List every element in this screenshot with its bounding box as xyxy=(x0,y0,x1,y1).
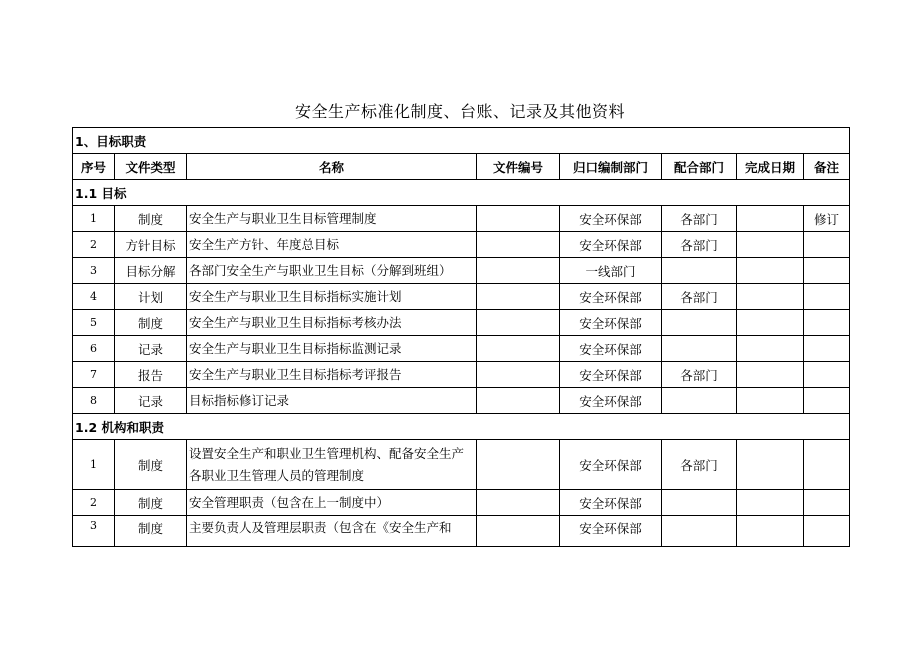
cell-owner-dept: 一线部门 xyxy=(560,258,662,284)
cell-doc-no xyxy=(477,388,560,414)
cell-name xyxy=(187,440,477,490)
subsection-heading: 1.1 目标 xyxy=(73,180,850,206)
cell-type: 制度 xyxy=(115,310,187,336)
cell-remark xyxy=(804,362,850,388)
cell-doc-no xyxy=(477,336,560,362)
cell-doc-no xyxy=(477,284,560,310)
cell-seq: 6 xyxy=(73,336,115,362)
cell-name: 主要负责人及管理层职责（包含在《安全生产和 xyxy=(187,516,477,547)
cell-type: 方针目标 xyxy=(115,232,187,258)
cell-remark xyxy=(804,490,850,516)
table-row xyxy=(73,516,850,547)
cell-seq: 5 xyxy=(73,310,115,336)
cell-owner-dept: 安全环保部 xyxy=(560,516,662,547)
cell-finish-date xyxy=(737,490,804,516)
cell-doc-no xyxy=(477,516,560,547)
cell-seq: 8 xyxy=(73,388,115,414)
cell-name: 各部门安全生产与职业卫生目标（分解到班组） xyxy=(187,258,477,284)
table-row xyxy=(73,490,850,516)
cell-coop-dept xyxy=(662,490,737,516)
cell-remark xyxy=(804,440,850,490)
cell-finish-date xyxy=(737,388,804,414)
cell-name: 安全生产与职业卫生目标指标考评报告 xyxy=(187,362,477,388)
table-row xyxy=(73,310,850,336)
subsection-heading: 1.2 机构和职责 xyxy=(73,414,850,440)
cell-finish-date xyxy=(737,206,804,232)
cell-name: 目标指标修订记录 xyxy=(187,388,477,414)
cell-type: 制度 xyxy=(115,206,187,232)
cell-doc-no xyxy=(477,362,560,388)
cell-coop-dept: 各部门 xyxy=(662,362,737,388)
cell-coop-dept: 各部门 xyxy=(662,206,737,232)
cell-type: 计划 xyxy=(115,284,187,310)
cell-coop-dept xyxy=(662,516,737,547)
cell-owner-dept: 安全环保部 xyxy=(560,284,662,310)
header-name: 名称 xyxy=(187,154,477,180)
cell-finish-date xyxy=(737,284,804,310)
header-doc-no: 文件编号 xyxy=(477,154,560,180)
document-title: 安全生产标准化制度、台账、记录及其他资料 xyxy=(294,102,625,121)
cell-seq: 1 xyxy=(73,206,115,232)
cell-name: 安全生产与职业卫生目标指标实施计划 xyxy=(187,284,477,310)
cell-name: 安全生产与职业卫生目标指标监测记录 xyxy=(187,336,477,362)
cell-owner-dept: 安全环保部 xyxy=(560,388,662,414)
cell-doc-no xyxy=(477,440,560,490)
table-row xyxy=(73,336,850,362)
cell-coop-dept xyxy=(662,388,737,414)
document-table xyxy=(72,127,850,547)
cell-remark xyxy=(804,232,850,258)
cell-type: 制度 xyxy=(115,516,187,547)
table-row xyxy=(73,232,850,258)
cell-name: 安全生产方针、年度总目标 xyxy=(187,232,477,258)
cell-remark xyxy=(804,284,850,310)
cell-coop-dept xyxy=(662,310,737,336)
cell-seq: 4 xyxy=(73,284,115,310)
table-row xyxy=(73,362,850,388)
cell-owner-dept: 安全环保部 xyxy=(560,206,662,232)
section-heading: 1、目标职责 xyxy=(73,128,850,154)
header-finish-date: 完成日期 xyxy=(737,154,804,180)
header-row xyxy=(73,154,850,180)
table-row xyxy=(73,206,850,232)
cell-doc-no xyxy=(477,206,560,232)
cell-name: 安全管理职责（包含在上一制度中） xyxy=(187,490,477,516)
cell-finish-date xyxy=(737,258,804,284)
cell-finish-date xyxy=(737,310,804,336)
cell-finish-date xyxy=(737,232,804,258)
cell-finish-date xyxy=(737,516,804,547)
cell-owner-dept: 安全环保部 xyxy=(560,232,662,258)
cell-type: 目标分解 xyxy=(115,258,187,284)
cell-remark: 修订 xyxy=(804,206,850,232)
cell-coop-dept: 各部门 xyxy=(662,284,737,310)
cell-name: 安全生产与职业卫生目标指标考核办法 xyxy=(187,310,477,336)
cell-coop-dept: 各部门 xyxy=(662,232,737,258)
cell-owner-dept: 安全环保部 xyxy=(560,362,662,388)
cell-seq: 2 xyxy=(73,232,115,258)
cell-owner-dept: 安全环保部 xyxy=(560,490,662,516)
header-type: 文件类型 xyxy=(115,154,187,180)
cell-seq: 3 xyxy=(73,258,115,284)
table-row xyxy=(73,258,850,284)
cell-finish-date xyxy=(737,362,804,388)
table-row xyxy=(73,388,850,414)
cell-doc-no xyxy=(477,258,560,284)
cell-doc-no xyxy=(477,232,560,258)
cell-remark xyxy=(804,516,850,547)
cell-coop-dept xyxy=(662,336,737,362)
cell-seq: 2 xyxy=(73,490,115,516)
cell-name-line: 设置安全生产和职业卫生管理机构、配备安全生产 xyxy=(189,445,465,461)
cell-owner-dept: 安全环保部 xyxy=(560,336,662,362)
cell-remark xyxy=(804,258,850,284)
cell-name: 安全生产与职业卫生目标管理制度 xyxy=(187,206,477,232)
cell-type: 制度 xyxy=(115,440,187,490)
cell-seq: 3 xyxy=(73,516,115,547)
cell-type: 记录 xyxy=(115,388,187,414)
cell-doc-no xyxy=(477,310,560,336)
cell-seq: 1 xyxy=(73,440,115,490)
cell-type: 制度 xyxy=(115,490,187,516)
header-owner-dept: 归口编制部门 xyxy=(560,154,662,180)
cell-remark xyxy=(804,388,850,414)
cell-owner-dept: 安全环保部 xyxy=(560,440,662,490)
cell-finish-date xyxy=(737,440,804,490)
cell-owner-dept: 安全环保部 xyxy=(560,310,662,336)
cell-coop-dept: 各部门 xyxy=(662,440,737,490)
header-coop-dept: 配合部门 xyxy=(662,154,737,180)
header-seq: 序号 xyxy=(73,154,115,180)
header-remark: 备注 xyxy=(804,154,850,180)
cell-seq: 7 xyxy=(73,362,115,388)
table-row xyxy=(73,284,850,310)
table-row xyxy=(73,440,850,490)
cell-remark xyxy=(804,310,850,336)
cell-type: 记录 xyxy=(115,336,187,362)
cell-finish-date xyxy=(737,336,804,362)
cell-doc-no xyxy=(477,490,560,516)
cell-type: 报告 xyxy=(115,362,187,388)
cell-name-line: 各职业卫生管理人员的管理制度 xyxy=(189,467,365,483)
cell-remark xyxy=(804,336,850,362)
cell-coop-dept xyxy=(662,258,737,284)
